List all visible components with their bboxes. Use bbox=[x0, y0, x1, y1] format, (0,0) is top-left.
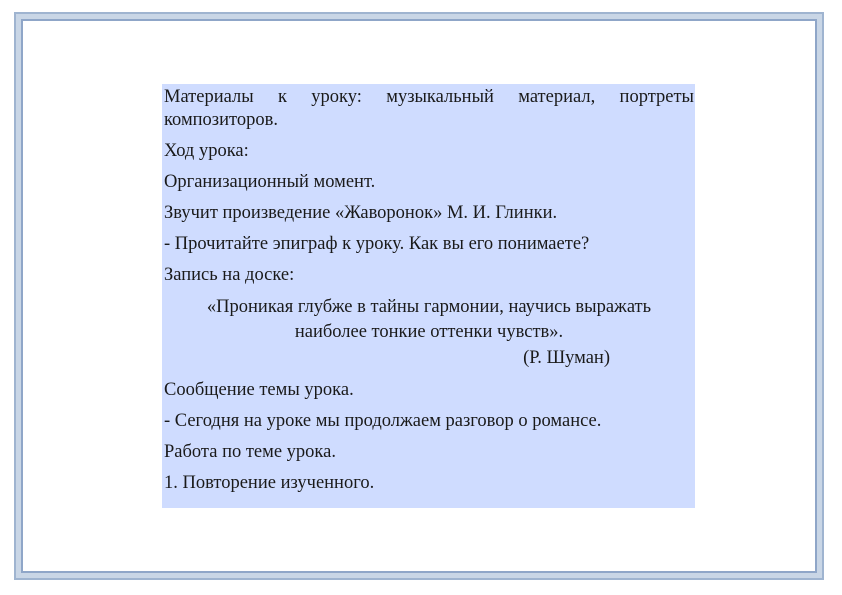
music-played-paragraph: Звучит произведение «Жаворонок» М. И. Глинки. bbox=[164, 203, 558, 223]
epigraph-quote bbox=[164, 295, 694, 345]
quote-author: (Р. Шуман) bbox=[523, 348, 610, 368]
lesson-text-block bbox=[162, 84, 695, 508]
org-moment-paragraph: Организационный момент. bbox=[164, 172, 376, 192]
board-note-paragraph: Запись на доске: bbox=[164, 265, 295, 285]
read-epigraph-paragraph: - Прочитайте эпиграф к уроку. Как вы его понимаете? bbox=[164, 234, 590, 254]
quote-line-2: наиболее тонкие оттенки чувств». bbox=[294, 322, 564, 342]
work-on-topic-paragraph: Работа по теме урока. bbox=[164, 442, 336, 462]
topic-message-paragraph: Сообщение темы урока. bbox=[164, 380, 354, 400]
review-paragraph: 1. Повторение изученного. bbox=[164, 473, 375, 493]
quote-line-1: «Проникая глубже в тайны гармонии, научись выражать bbox=[206, 297, 652, 317]
today-lesson-paragraph: - Сегодня на уроке мы продолжаем разговор о романсе. bbox=[164, 411, 602, 431]
lesson-flow-heading: Ход урока: bbox=[164, 141, 249, 161]
materials-paragraph: Материалы к уроку: музыкальный материал, портреты композиторов. bbox=[164, 87, 694, 130]
